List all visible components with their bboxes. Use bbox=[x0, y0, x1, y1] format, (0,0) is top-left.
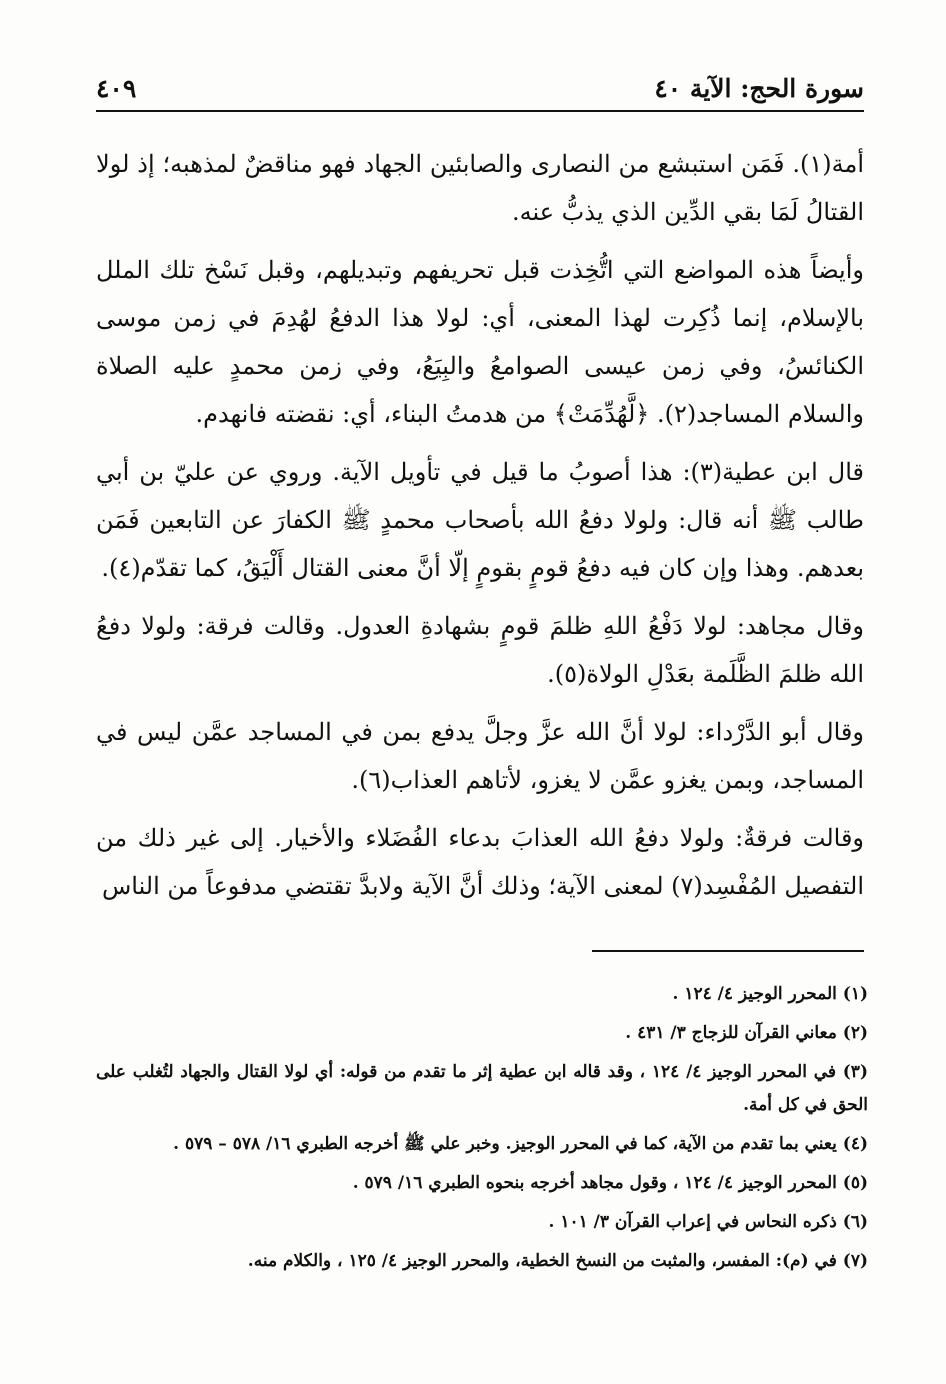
main-text bbox=[96, 140, 864, 920]
footnote: (٧) في (م): المفسر، والمثبت من النسخ الخطية، والمحرر الوجيز ٤/ ١٢٥ ، والكلام منه. bbox=[247, 1251, 868, 1271]
paragraph: قال ابن عطية(٣): هذا أصوبُ ما قيل في تأويل الآية. وروي عن عليّ بن أبي طالب ﷺ أنه قال: ولولا دفعُ الله بأصحاب محمدٍ ﷺ الكفارَ عن التابعين فَمَن بعدهم. وهذا وإن كان فيه دفعُ قومٍ بقومٍ إلّا أنَّ معنى القتال أَلْيَقُ، كما تقدّم(٤). bbox=[96, 458, 864, 582]
footnote: (١) المحرر الوجيز ٤/ ١٢٤ . bbox=[672, 984, 868, 1004]
footnote: (٢) معاني القرآن للزجاج ٣/ ٤٣١ . bbox=[625, 1023, 868, 1043]
footnote: (٥) المحرر الوجيز ٤/ ١٢٤ ، وقول مجاهد أخرجه بنحوه الطبري ١٦/ ٥٧٩ . bbox=[352, 1173, 868, 1193]
page-number: ٤٠٩ bbox=[96, 74, 137, 103]
paragraph: وقالت فرقةٌ: ولولا دفعُ الله العذابَ بدعاء الفُضَلاء والأخيار. إلى غير ذلك من التفصيل المُفْسِد(٧) لمعنى الآية؛ وذلك أنَّ الآية ولابدَّ تقتضي مدفوعاً من الناس bbox=[96, 824, 864, 900]
page-header bbox=[96, 70, 864, 110]
footnotes bbox=[96, 978, 868, 1284]
footnote: (٤) يعني بما تقدم من الآية، كما في المحرر الوجيز. وخبر علي ﷺ أخرجه الطبري ١٦/ ٥٧٨ – ٥٧٩ . bbox=[173, 1134, 868, 1154]
footnote: (٦) ذكره النحاس في إعراب القرآن ٣/ ١٠١ . bbox=[548, 1212, 868, 1232]
paragraph: وقال مجاهد: لولا دَفْعُ اللهِ ظلمَ قومٍ بشهادةِ العدول. وقالت فرقة: ولولا دفعُ الله ظلمَ الظَّلَمة بعَدْلِ الولاة(٥). bbox=[96, 612, 864, 688]
header-rule bbox=[96, 110, 864, 112]
paragraph: وقال أبو الدَّرْداء: لولا أنَّ الله عزَّ وجلَّ يدفع بمن في المساجد عمَّن ليس في المساجد، وبمن يغزو عمَّن لا يغزو، لأتاهم العذاب(٦). bbox=[96, 718, 864, 794]
footnote-rule bbox=[592, 950, 864, 952]
paragraph: وأيضاً هذه المواضع التي اتُّخِذت قبل تحريفهم وتبديلهم، وقبل نَسْخ تلك الملل بالإسلام، إنما ذُكِرت لهذا المعنى، أي: لولا هذا الدفعُ لهُدِمَ في زمن موسى الكنائسُ، وفي زمن عيسى الصوامعُ والبِيَعُ، وفي زمن محمدٍ عليه الصلاة والسلام المساجد(٢). ﴿لَّهُدِّمَتْ﴾ من هدمتُ البناء، أي: نقضته فانهدم. bbox=[96, 256, 864, 428]
footnote: (٣) في المحرر الوجيز ٤/ ١٢٤ ، وقد قاله ابن عطية إثر ما تقدم من قوله: أي لولا القتال والجهاد لتُغلب على الحق في كل أمة. bbox=[96, 1062, 868, 1115]
paragraph: أمة(١). فَمَن استبشع من النصارى والصابئين الجهاد فهو مناقضٌ لمذهبه؛ إذ لولا القتالُ لَمَا بقي الدِّين الذي يذبُّ عنه. bbox=[96, 150, 864, 226]
running-title: سورة الحج: الآية ٤٠ bbox=[654, 74, 864, 103]
